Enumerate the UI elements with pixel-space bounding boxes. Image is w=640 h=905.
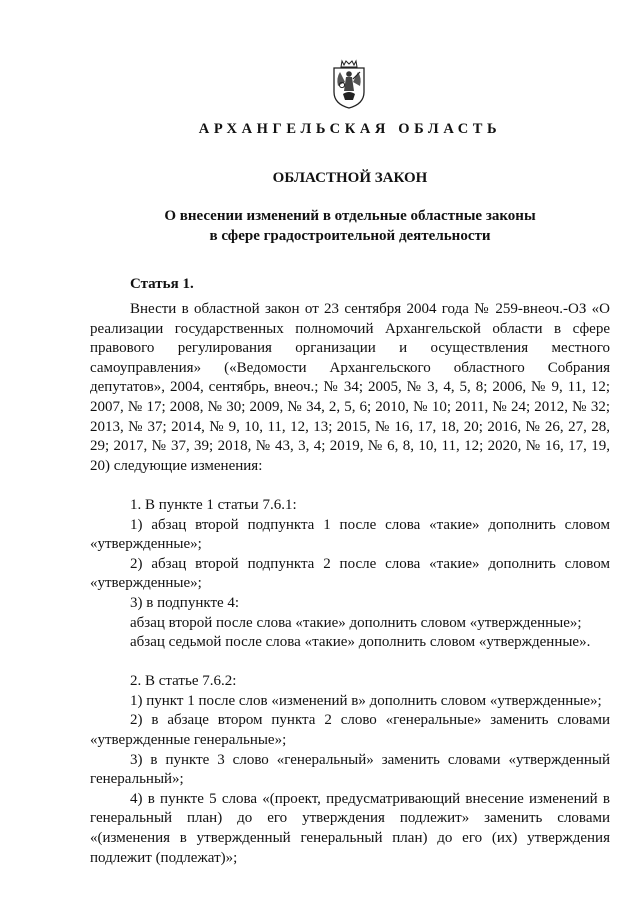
section-item: 2) в абзаце втором пункта 2 слово «генеральные» заменить словами «утвержденные генеральные»; — [90, 712, 610, 749]
section-item: 3) в подпункте 4: — [130, 594, 240, 611]
article-body — [90, 300, 610, 868]
archangel-emblem-icon — [323, 58, 375, 110]
coat-of-arms-emblem — [323, 58, 375, 110]
section-item: 1) абзац второй подпункта 1 после слова «такие» дополнить словом «утвержденные»; — [90, 516, 610, 553]
section-item: 2) абзац второй подпункта 2 после слова «такие» дополнить словом «утвержденные»; — [90, 555, 610, 592]
section-item: абзац седьмой после слова «такие» дополнить словом «утвержденные». — [130, 634, 591, 651]
law-type-heading: ОБЛАСТНОЙ ЗАКОН — [272, 170, 428, 186]
law-title-line: в сфере градостроительной деятельности — [209, 228, 491, 244]
section-heading: 2. В статье 7.6.2: — [130, 673, 237, 690]
law-title — [0, 206, 640, 246]
section-item: 4) в пункте 5 слова «(проект, предусматривающий внесение изменений в генеральный план) до его утверждения подлежит» заменить словами «(изменения в утвержденный генеральный план) до его (их) утверждения подлежит (подлежат)»; — [90, 790, 610, 866]
region-name: АРХАНГЕЛЬСКАЯ ОБЛАСТЬ — [198, 121, 502, 137]
section-item: абзац второй после слова «такие» дополнить словом «утвержденные»; — [130, 614, 582, 631]
section-heading: 1. В пункте 1 статьи 7.6.1: — [130, 496, 297, 513]
law-title-line: О внесении изменений в отдельные областные законы — [164, 208, 536, 224]
article-heading: Статья 1. — [130, 276, 194, 292]
article-intro-paragraph: Внести в областной закон от 23 сентября 2004 года № 259-внеоч.-ОЗ «О реализации государственных полномочий Архангельской области в сфере правового регулирования организации и осуществления местного самоуправления» («Ведомости Архангельского областного Собрания депутатов», 2004, сентябрь, внеоч.; № 34; 2005, № 3, 4, 5, 8; 2006, № 9, 11, 12; 2007, № 17; 2008, № 30; 2009, № 34, 2, 5, 6; 2010, № 10; 2011, № 24; 2012, № 32; 2013, № 37; 2014, № 9, 10, 11, 12, 13; 2015, № 16, 17, 18, 20; 2016, № 26, 27, 28, 29; 2017, № 37, 39; 2018, № 43, 3, 4; 2019, № 6, 8, 10, 11, 12; 2020, № 16, 17, 19, 20) следующие изменения: — [90, 301, 610, 474]
section-item: 3) в пункте 3 слово «генеральный» заменить словами «утвержденный генеральный»; — [90, 751, 610, 788]
section-item: 1) пункт 1 после слов «изменений в» дополнить словом «утвержденные»; — [130, 692, 602, 709]
